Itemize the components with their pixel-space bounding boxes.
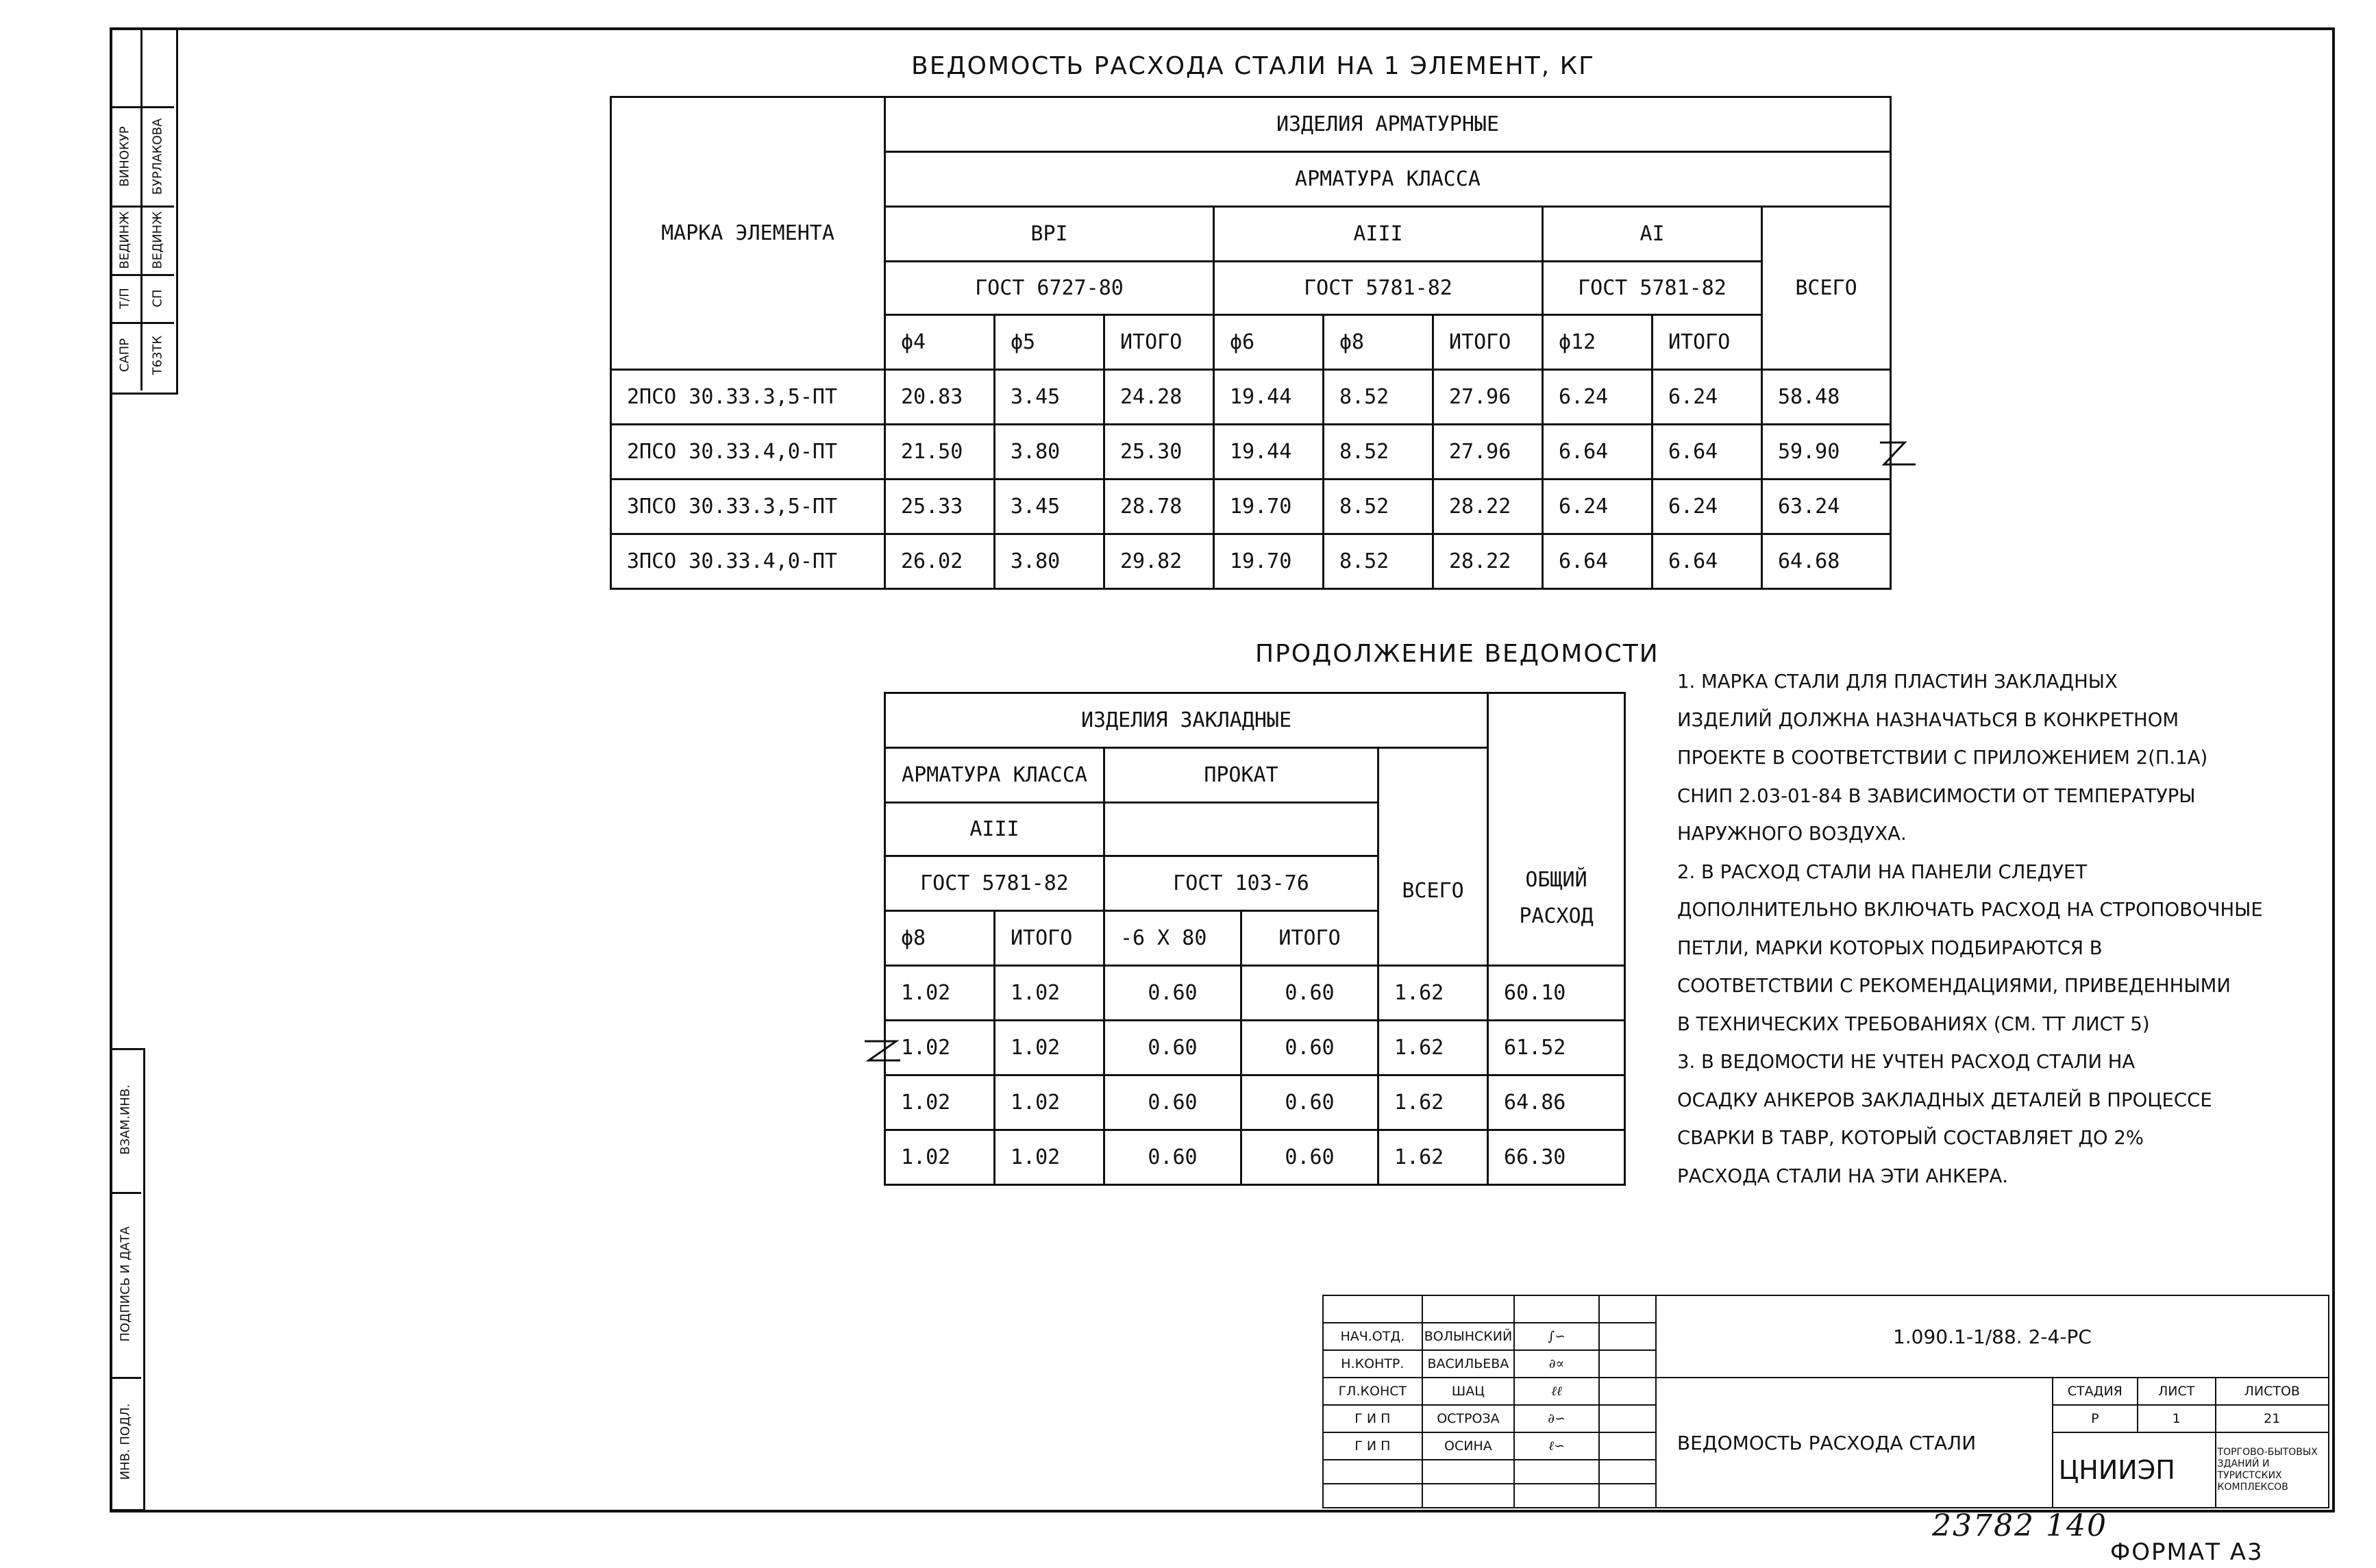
cell: 6.24 [1543, 480, 1653, 534]
col-total-header: ВСЕГО [1762, 207, 1891, 370]
stamp-blank [1599, 1323, 1656, 1350]
strip-label: Т/П [117, 288, 132, 309]
strip-label: БУРЛАКОВА [150, 118, 165, 195]
class-a1: АI [1543, 207, 1762, 262]
stamp-blank [1599, 1405, 1656, 1432]
stamp-blank [1422, 1460, 1514, 1484]
main-table [610, 96, 1892, 590]
stamp-blank [1514, 1295, 1599, 1323]
stamp-role: ГЛ.КОНСТ [1323, 1378, 1422, 1405]
cell: 24.28 [1104, 370, 1214, 425]
note-line: В ТЕХНИЧЕСКИХ ТРЕБОВАНИЯХ (СМ. ТТ ЛИСТ 5) [1677, 1012, 2150, 1035]
cell: 1.62 [1378, 1021, 1488, 1075]
row-mark: 2ПСО 30.33.4,0-ПТ [611, 425, 885, 480]
sheet-value: 1 [2138, 1405, 2216, 1432]
subcol-header: ИТОГО [1433, 315, 1543, 370]
main-table-title: ВЕДОМОСТЬ РАСХОДА СТАЛИ НА 1 ЭЛЕМЕНТ, КГ [911, 52, 1596, 80]
subcol-header: ϕ12 [1543, 315, 1653, 370]
cont-gost1: ГОСТ 5781-82 [885, 856, 1104, 911]
stamp-name: ШАЦ [1422, 1378, 1514, 1405]
cell: 1.02 [885, 1021, 995, 1075]
subcol-header: ИТОГО [1104, 315, 1214, 370]
stamp-role: Г И П [1323, 1432, 1422, 1460]
title-block [1322, 1295, 2329, 1508]
table-row [611, 534, 1891, 589]
cell: 6.64 [1543, 425, 1653, 480]
row-mark: 2ПСО 30.33.3,5-ПТ [611, 370, 885, 425]
stamp-name: ВАСИЛЬЕВА [1422, 1350, 1514, 1378]
break-mark-icon [1877, 437, 1918, 471]
cell: 60.10 [1488, 966, 1625, 1021]
stamp-name: ОСТРОЗА [1422, 1405, 1514, 1432]
signature-icon: ∂∽ [1514, 1405, 1599, 1432]
header-class: АРМАТУРА КЛАССА [885, 152, 1891, 207]
row-mark: 3ПСО 30.33.3,5-ПТ [611, 480, 885, 534]
cell: 3.45 [995, 370, 1104, 425]
stamp-blank [1599, 1460, 1656, 1484]
stamp-blank [1599, 1484, 1656, 1508]
notes [1677, 663, 2335, 1195]
cell: 6.24 [1653, 480, 1762, 534]
cell: 0.60 [1241, 966, 1378, 1021]
row-mark: 3ПСО 30.33.4,0-ПТ [611, 534, 885, 589]
cell: 1.62 [1378, 1130, 1488, 1185]
cell: 25.33 [885, 480, 995, 534]
header-products: ИЗДЕЛИЯ АРМАТУРНЫЕ [885, 97, 1891, 152]
cell: 61.52 [1488, 1021, 1625, 1075]
cell: 0.60 [1241, 1075, 1378, 1130]
cell: 26.02 [885, 534, 995, 589]
table-row [885, 1075, 1625, 1130]
cell: 20.83 [885, 370, 995, 425]
sheets-label: ЛИСТОВ [2216, 1378, 2329, 1405]
cont-col-total: ВСЕГО [1378, 748, 1488, 966]
signature-icon: ℓ∽ [1514, 1432, 1599, 1460]
cell: 19.44 [1214, 425, 1324, 480]
gost-a3: ГОСТ 5781-82 [1214, 262, 1543, 315]
stamp-name: ОСИНА [1422, 1432, 1514, 1460]
cell: 28.22 [1433, 534, 1543, 589]
cell: 8.52 [1324, 425, 1433, 480]
cell: 6.24 [1653, 370, 1762, 425]
cell: 8.52 [1324, 534, 1433, 589]
note-line: СВАРКИ В ТАВР, КОТОРЫЙ СОСТАВЛЯЕТ ДО 2% [1677, 1127, 2144, 1149]
stamp-blank [1323, 1460, 1422, 1484]
subcol-header: ϕ8 [1324, 315, 1433, 370]
signature-icon: ∫∽ [1514, 1323, 1599, 1350]
cell: 64.86 [1488, 1075, 1625, 1130]
subcol-header: ϕ5 [995, 315, 1104, 370]
doc-title: ВЕДОМОСТЬ РАСХОДА СТАЛИ [1656, 1378, 2053, 1508]
stamp-name: ВОЛЫНСКИЙ [1422, 1323, 1514, 1350]
strip-label: ВИНОКУР [117, 126, 132, 187]
cont-header-rolled: ПРОКАТ [1104, 748, 1378, 803]
class-a3: АIII [1214, 207, 1543, 262]
cell: 1.02 [995, 1130, 1104, 1185]
strip-label: ПОДПИСЬ И ДАТА [118, 1226, 133, 1342]
class-vr1: ВРI [885, 207, 1214, 262]
cont-gost2: ГОСТ 103-76 [1104, 856, 1378, 911]
note-line: ПЕТЛИ, МАРКИ КОТОРЫХ ПОДБИРАЮТСЯ В [1677, 936, 2103, 959]
stamp-role: НАЧ.ОТД. [1323, 1323, 1422, 1350]
table-row [611, 370, 1891, 425]
sheets-value: 21 [2216, 1405, 2329, 1432]
note-line: ДОПОЛНИТЕЛЬНО ВКЛЮЧАТЬ РАСХОД НА СТРОПОВОЧНЫЕ [1677, 899, 2263, 921]
cell: 0.60 [1104, 1130, 1241, 1185]
stamp-blank [1599, 1378, 1656, 1405]
stamp-blank [1514, 1460, 1599, 1484]
stamp-blank [1323, 1484, 1422, 1508]
cell: 0.60 [1241, 1021, 1378, 1075]
table-row [611, 425, 1891, 480]
cont-blank [1104, 803, 1378, 856]
cell: 1.02 [885, 966, 995, 1021]
cell: 6.64 [1543, 534, 1653, 589]
cont-subcol: ϕ8 [885, 911, 995, 966]
table-row [885, 1130, 1625, 1185]
note-line: НАРУЖНОГО ВОЗДУХА. [1677, 823, 1907, 845]
cell: 19.70 [1214, 480, 1324, 534]
note-line: ИЗДЕЛИЙ ДОЛЖНА НАЗНАЧАТЬСЯ В КОНКРЕТНОМ [1677, 708, 2179, 731]
stage-label: СТАДИЯ [2053, 1378, 2138, 1405]
cont-header-class: АРМАТУРА КЛАССА [885, 748, 1104, 803]
cell: 19.70 [1214, 534, 1324, 589]
cont-subcol: ИТОГО [1241, 911, 1378, 966]
cell: 27.96 [1433, 370, 1543, 425]
cont-subcol: -6 Х 80 [1104, 911, 1241, 966]
note-line: СНИП 2.03-01-84 В ЗАВИСИМОСТИ ОТ ТЕМПЕРАТУРЫ [1677, 784, 2196, 807]
cell: 6.24 [1543, 370, 1653, 425]
note-line: СООТВЕТСТВИИ С РЕКОМЕНДАЦИЯМИ, ПРИВЕДЕННЫМИ [1677, 975, 2231, 997]
cell: 25.30 [1104, 425, 1214, 480]
cell: 1.02 [995, 1075, 1104, 1130]
strip-label: ИНВ. ПОДЛ. [118, 1403, 133, 1480]
stamp-role: Г И П [1323, 1405, 1422, 1432]
note-line: 2. В РАСХОД СТАЛИ НА ПАНЕЛИ СЛЕДУЕТ [1677, 860, 2088, 883]
subcol-header: ϕ4 [885, 315, 995, 370]
note-line: ПРОЕКТЕ В СООТВЕТСТВИИ С ПРИЛОЖЕНИЕМ 2(П.1А) [1677, 747, 2208, 769]
cell: 6.64 [1653, 534, 1762, 589]
archive-number: 23782 140 [1932, 1508, 2107, 1543]
strip-label: ВЕДИНЖ [117, 211, 132, 269]
stamp-blank [1422, 1484, 1514, 1508]
cont-class: АIII [885, 803, 1104, 856]
cont-col-overall [1488, 693, 1625, 966]
cell: 0.60 [1104, 966, 1241, 1021]
org-name: ЦНИИЭП [2053, 1432, 2216, 1508]
cell: 0.60 [1104, 1075, 1241, 1130]
signature-icon: ℓℓ [1514, 1378, 1599, 1405]
strip-label: ВЗАМ.ИНВ. [118, 1084, 133, 1155]
cell: 21.50 [885, 425, 995, 480]
cell: 28.78 [1104, 480, 1214, 534]
cell: 6.64 [1653, 425, 1762, 480]
cell: 27.96 [1433, 425, 1543, 480]
cell: 3.80 [995, 425, 1104, 480]
cell: 59.90 [1762, 425, 1891, 480]
cell: 0.60 [1241, 1130, 1378, 1185]
strip-label: Т63ТК [150, 335, 165, 375]
break-mark-icon [862, 1034, 903, 1069]
cell: 28.22 [1433, 480, 1543, 534]
subcol-header: ϕ6 [1214, 315, 1324, 370]
cell: 63.24 [1762, 480, 1891, 534]
gost-vr1: ГОСТ 6727-80 [885, 262, 1214, 315]
cell: 1.02 [995, 1021, 1104, 1075]
cell: 66.30 [1488, 1130, 1625, 1185]
strip-label: СП [150, 289, 165, 308]
cell: 1.62 [1378, 966, 1488, 1021]
cont-table-title: ПРОДОЛЖЕНИЕ ВЕДОМОСТИ [1255, 640, 1659, 668]
left-strip-divider [140, 27, 143, 390]
stamp-role: Н.КОНТР. [1323, 1350, 1422, 1378]
stamp-blank [1599, 1432, 1656, 1460]
cell: 64.68 [1762, 534, 1891, 589]
doc-code: 1.090.1-1/88. 2-4-РС [1656, 1295, 2329, 1378]
stamp-blank [1323, 1295, 1422, 1323]
col-mark-header: МАРКА ЭЛЕМЕНТА [611, 97, 885, 370]
note-line: 1. МАРКА СТАЛИ ДЛЯ ПЛАСТИН ЗАКЛАДНЫХ [1677, 671, 2118, 693]
cell: 1.02 [885, 1130, 995, 1185]
stamp-blank [1599, 1295, 1656, 1323]
cell: 8.52 [1324, 370, 1433, 425]
org-sub: ТОРГОВО-БЫТОВЫХ ЗДАНИЙ И ТУРИСТСКИХ КОМПЛЕКСОВ [2216, 1432, 2329, 1508]
note-line: 3. В ВЕДОМОСТИ НЕ УЧТЕН РАСХОД СТАЛИ НА [1677, 1051, 2136, 1073]
table-row [611, 480, 1891, 534]
cont-overall-line-2: РАСХОД [1519, 904, 1594, 928]
note-line: РАСХОДА СТАЛИ НА ЭТИ АНКЕРА. [1677, 1165, 2008, 1187]
gost-a1: ГОСТ 5781-82 [1543, 262, 1762, 315]
note-line: ОСАДКУ АНКЕРОВ ЗАКЛАДНЫХ ДЕТАЛЕЙ В ПРОЦЕССЕ [1677, 1088, 2212, 1111]
cell: 58.48 [1762, 370, 1891, 425]
signature-icon: ∂∝ [1514, 1350, 1599, 1378]
cell: 19.44 [1214, 370, 1324, 425]
stage-value: Р [2053, 1405, 2138, 1432]
format-label: ФОРМАТ А3 [2110, 1539, 2264, 1566]
cell: 29.82 [1104, 534, 1214, 589]
cell: 1.02 [995, 966, 1104, 1021]
subcol-header: ИТОГО [1653, 315, 1762, 370]
strip-label: ВЕДИНЖ [150, 211, 165, 269]
strip-label: САПР [117, 338, 132, 373]
cont-header-products: ИЗДЕЛИЯ ЗАКЛАДНЫЕ [885, 693, 1488, 748]
sheet-label: ЛИСТ [2138, 1378, 2216, 1405]
cont-subcol: ИТОГО [995, 911, 1104, 966]
cell: 3.80 [995, 534, 1104, 589]
table-row [885, 1021, 1625, 1075]
cell: 1.62 [1378, 1075, 1488, 1130]
stamp-blank [1599, 1350, 1656, 1378]
cont-table [884, 692, 1626, 1186]
cell: 8.52 [1324, 480, 1433, 534]
table-row [885, 966, 1625, 1021]
cell: 0.60 [1104, 1021, 1241, 1075]
stamp-blank [1422, 1295, 1514, 1323]
cont-overall-line-1: ОБЩИЙ [1525, 867, 1587, 892]
cell: 1.02 [885, 1075, 995, 1130]
cell: 3.45 [995, 480, 1104, 534]
stamp-blank [1514, 1484, 1599, 1508]
